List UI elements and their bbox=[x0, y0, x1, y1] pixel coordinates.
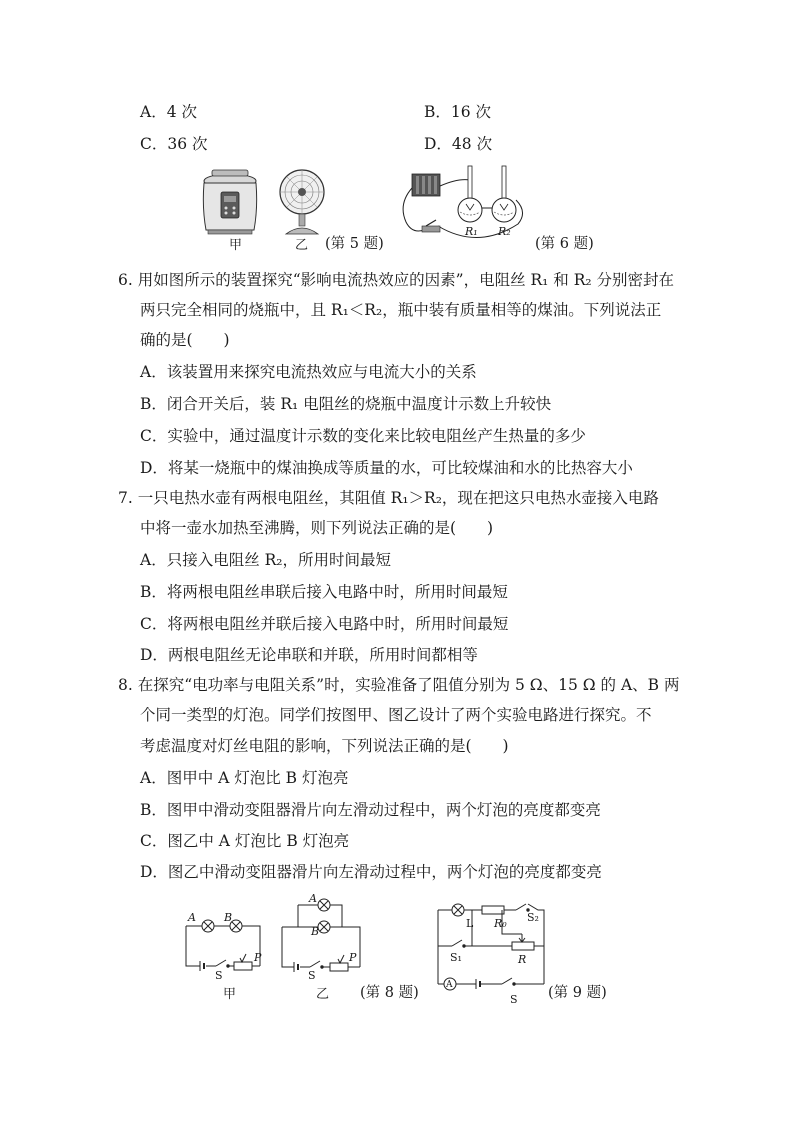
rice-cooker-image bbox=[203, 170, 256, 234]
q6-label-r2: R₂ bbox=[498, 225, 511, 238]
q7-option-a: A．只接入电阻丝 R₂，所用时间最短 bbox=[140, 551, 392, 569]
q9-ammeter-label: A bbox=[446, 980, 453, 990]
q8-option-b: B．图甲中滑动变阻器滑片向左滑动过程中，两个灯泡的亮度都变亮 bbox=[140, 801, 601, 819]
q8-option-d: D．图乙中滑动变阻器滑片向左滑动过程中，两个灯泡的亮度都变亮 bbox=[140, 863, 602, 881]
q6-label-r1: R₁ bbox=[465, 225, 478, 238]
q6-option-a: A．该装置用来探究电流热效应与电流大小的关系 bbox=[140, 363, 477, 381]
q5-option-c: C．36 次 bbox=[140, 135, 208, 153]
q8-jia-label-b: B bbox=[224, 911, 233, 924]
q6-figure-caption: (第 6 题) bbox=[535, 236, 594, 252]
q8-yi-label-a: A bbox=[309, 892, 317, 905]
q5-figure bbox=[198, 168, 338, 248]
q8-stem-line-3: 考虑温度对灯丝电阻的影响，下列说法正确的是( ) bbox=[140, 737, 509, 755]
q8-option-c: C．图乙中 A 灯泡比 B 灯泡亮 bbox=[140, 832, 350, 850]
q5-figure-label-jia: 甲 bbox=[229, 238, 243, 253]
q8-yi-label-s: S bbox=[308, 969, 316, 982]
q6-option-c: C．实验中，通过温度计示数的变化来比较电阻丝产生热量的多少 bbox=[140, 427, 586, 445]
q5-option-d: D．48 次 bbox=[424, 135, 493, 153]
q8-stem-line-1: 8. 在探究“电功率与电阻关系”时，实验准备了阻值分别为 5 Ω、15 Ω 的 A、B 两 bbox=[118, 676, 680, 694]
q8-yi-label-b: B bbox=[311, 925, 320, 938]
q8-figure-label-jia: 甲 bbox=[223, 987, 237, 1002]
q8-yi-label-p: P bbox=[349, 951, 357, 964]
q9-label-s: S bbox=[510, 993, 518, 1006]
q5-figure-label-yi: 乙 bbox=[295, 238, 309, 253]
q7-stem-line-1: 7. 一只电热水壶有两根电阻丝，其阻值 R₁＞R₂，现在把这只电热水壶接入电路 bbox=[118, 489, 659, 507]
q9-label-l: L bbox=[466, 917, 474, 930]
q7-option-b: B．将两根电阻丝串联后接入电路中时，所用时间最短 bbox=[140, 583, 508, 601]
q6-option-b: B．闭合开关后，装 R₁ 电阻丝的烧瓶中温度计示数上升较快 bbox=[140, 395, 552, 413]
q9-label-s1: S₁ bbox=[450, 951, 462, 964]
q8-figure-caption: (第 8 题) bbox=[360, 985, 419, 1001]
q9-label-r0: R₀ bbox=[494, 917, 507, 930]
q5-option-b: B．16 次 bbox=[424, 103, 492, 121]
q6-stem-line-3: 确的是( ) bbox=[140, 331, 230, 349]
electric-fan-image bbox=[280, 170, 324, 234]
q7-option-c: C．将两根电阻丝并联后接入电路中时，所用时间最短 bbox=[140, 615, 509, 633]
q8-jia-label-p: P bbox=[254, 951, 262, 964]
q8-stem-line-2: 个同一类型的灯泡。同学们按图甲、图乙设计了两个实验电路进行探究。不 bbox=[140, 706, 652, 724]
q7-option-d: D．两根电阻丝无论串联和并联，所用时间都相等 bbox=[140, 646, 478, 664]
q9-figure-caption: (第 9 题) bbox=[548, 985, 607, 1001]
q8-option-a: A．图甲中 A 灯泡比 B 灯泡亮 bbox=[140, 769, 349, 787]
q9-label-s2: S₂ bbox=[527, 911, 539, 924]
q7-stem-line-2: 中将一壶水加热至沸腾，则下列说法正确的是( ) bbox=[140, 519, 494, 537]
q6-stem-line-1: 6. 用如图所示的装置探究“影响电流热效应的因素”，电阻丝 R₁ 和 R₂ 分别密封在 bbox=[118, 271, 675, 289]
q5-option-a: A．4 次 bbox=[140, 103, 197, 121]
q6-stem-line-2: 两只完全相同的烧瓶中，且 R₁＜R₂，瓶中装有质量相等的煤油。下列说法正 bbox=[140, 301, 662, 319]
q6-option-d: D．将某一烧瓶中的煤油换成等质量的水，可比较煤油和水的比热容大小 bbox=[140, 459, 633, 477]
q8-jia-label-a: A bbox=[188, 911, 196, 924]
q9-label-r: R bbox=[518, 953, 527, 966]
q8-figure-label-yi: 乙 bbox=[316, 987, 330, 1002]
q8-jia-label-s: S bbox=[215, 969, 223, 982]
q5-figure-caption: (第 5 题) bbox=[325, 236, 384, 252]
